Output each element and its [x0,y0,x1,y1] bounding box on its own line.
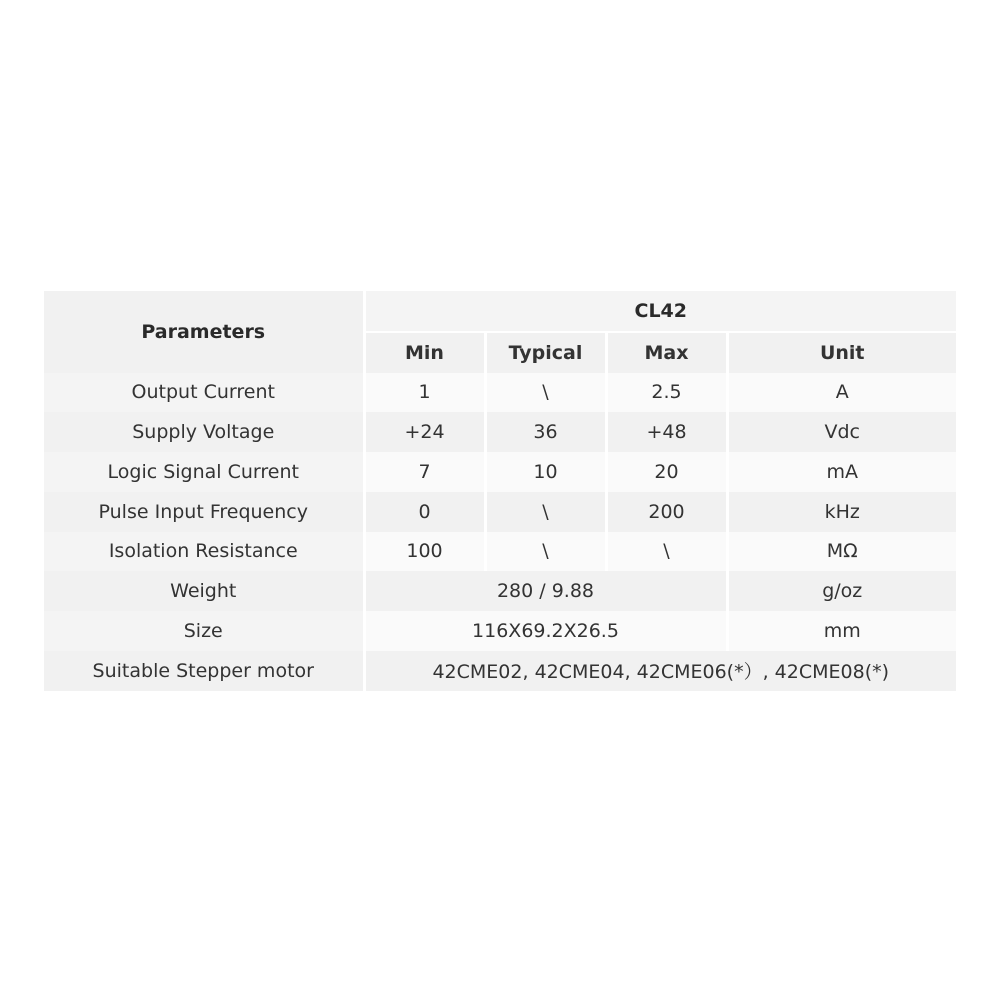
param-cell: Suitable Stepper motor [44,651,364,691]
typical-cell: 10 [485,452,606,492]
param-cell: Supply Voltage [44,412,364,452]
typical-cell: 36 [485,412,606,452]
max-cell: +48 [606,412,727,452]
table-row [44,412,956,452]
size-row [44,611,956,651]
min-cell: 0 [364,492,485,532]
motor-value-cell: 42CME02, 42CME04, 42CME06(*）, 42CME08(*) [364,651,956,691]
param-cell: Pulse Input Frequency [44,492,364,532]
motor-row [44,651,956,691]
param-cell: Size [44,611,364,651]
max-cell: \ [606,532,727,572]
max-header: Max [606,332,727,373]
table-row [44,532,956,572]
table-row [44,373,956,413]
header-row [44,291,956,332]
param-cell: Output Current [44,373,364,413]
max-cell: 20 [606,452,727,492]
max-cell: 200 [606,492,727,532]
table-row [44,452,956,492]
table-row [44,492,956,532]
unit-cell: mA [727,452,956,492]
unit-cell: Vdc [727,412,956,452]
param-cell: Isolation Resistance [44,532,364,572]
typical-cell: \ [485,492,606,532]
unit-cell: kHz [727,492,956,532]
model-header: CL42 [364,291,956,332]
weight-value-cell: 280 / 9.88 [364,571,727,611]
param-cell: Weight [44,571,364,611]
min-cell: +24 [364,412,485,452]
min-cell: 1 [364,373,485,413]
min-header: Min [364,332,485,373]
min-cell: 7 [364,452,485,492]
size-value-cell: 116X69.2X26.5 [364,611,727,651]
unit-cell: MΩ [727,532,956,572]
min-cell: 100 [364,532,485,572]
typical-header: Typical [485,332,606,373]
unit-header: Unit [727,332,956,373]
parameters-header: Parameters [44,291,364,373]
unit-cell: mm [727,611,956,651]
spec-table [44,291,956,691]
max-cell: 2.5 [606,373,727,413]
unit-cell: g/oz [727,571,956,611]
param-cell: Logic Signal Current [44,452,364,492]
typical-cell: \ [485,532,606,572]
weight-row [44,571,956,611]
typical-cell: \ [485,373,606,413]
unit-cell: A [727,373,956,413]
